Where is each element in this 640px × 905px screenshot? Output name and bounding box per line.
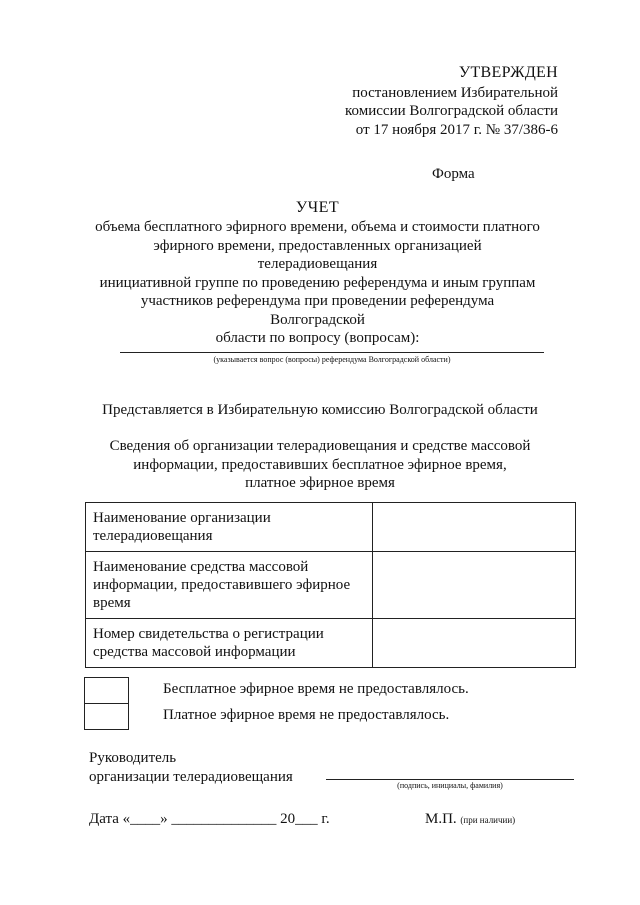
paid-airtime-checkbox[interactable] xyxy=(84,703,129,730)
stamp-label: М.П. xyxy=(425,811,457,827)
info-heading xyxy=(80,437,560,493)
table-row xyxy=(86,503,576,552)
label-line: время xyxy=(93,595,131,611)
document-title xyxy=(95,198,540,348)
info-heading-line-3: платное эфирное время xyxy=(245,475,395,491)
label-line: Номер свидетельства о регистрации xyxy=(93,626,324,642)
free-airtime-label: Бесплатное эфирное время не предоставлялось. xyxy=(163,681,469,697)
signature-line[interactable] xyxy=(326,779,574,780)
signatory-line-2: организации телерадиовещания xyxy=(89,768,293,785)
stamp-place xyxy=(425,811,515,828)
info-heading-line-1: Сведения об организации телерадиовещания и средстве массовой xyxy=(109,438,531,454)
question-fill-line[interactable] xyxy=(120,352,544,353)
approved-line-3: от 17 ноября 2017 г. № 37/386-6 xyxy=(355,121,558,138)
signatory-title xyxy=(89,749,293,786)
table-row xyxy=(86,552,576,619)
approved-line-2: комиссии Волгоградской области xyxy=(345,103,558,119)
stamp-note: (при наличии) xyxy=(460,815,516,825)
approval-block xyxy=(0,64,558,139)
approved-heading: УТВЕРЖДЕН xyxy=(458,64,558,81)
organization-name-field[interactable] xyxy=(373,503,576,552)
label-line: Наименование организации xyxy=(93,510,271,526)
table-row xyxy=(86,619,576,668)
row-label-media xyxy=(86,552,373,619)
title-heading: УЧЕТ xyxy=(295,199,340,216)
submitted-to: Представляется в Избирательную комиссию Волгоградской области xyxy=(102,402,538,418)
label-line: Наименование средства массовой xyxy=(93,559,309,575)
title-line-4: участников референдума при проведении референдума Волгоградской xyxy=(140,293,495,328)
paid-airtime-label: Платное эфирное время не предоставлялось. xyxy=(163,707,450,723)
title-line-2: эфирного времени, предоставленных организацией телерадиовещания xyxy=(153,237,482,272)
title-line-1: объема бесплатного эфирного времени, объема и стоимости платного xyxy=(95,219,540,235)
certificate-number-field[interactable] xyxy=(373,619,576,668)
title-line-3: инициативной группе по проведению референдума и иным группам xyxy=(99,274,536,291)
date-field[interactable]: Дата «____» ______________ 20___ г. xyxy=(89,811,330,827)
approved-line-1: постановлением Избирательной xyxy=(352,84,558,101)
signatory-line-1: Руководитель xyxy=(89,750,177,766)
label-line: информации, предоставившего эфирное xyxy=(93,577,351,593)
label-line: средства массовой информации xyxy=(93,644,296,660)
info-table xyxy=(85,502,576,668)
form-label: Форма xyxy=(432,166,475,182)
question-hint: (указывается вопрос (вопросы) референдума Волгоградской области) xyxy=(213,355,451,364)
row-label-organization xyxy=(86,503,373,552)
info-heading-line-2: информации, предоставивших бесплатное эфирное время, xyxy=(133,456,507,473)
signature-hint: (подпись, инициалы, фамилия) xyxy=(397,781,503,790)
media-name-field[interactable] xyxy=(373,552,576,619)
row-label-certificate xyxy=(86,619,373,668)
free-airtime-checkbox[interactable] xyxy=(84,677,129,704)
label-line: телерадиовещания xyxy=(93,528,213,544)
title-line-5: области по вопросу (вопросам): xyxy=(215,330,420,346)
